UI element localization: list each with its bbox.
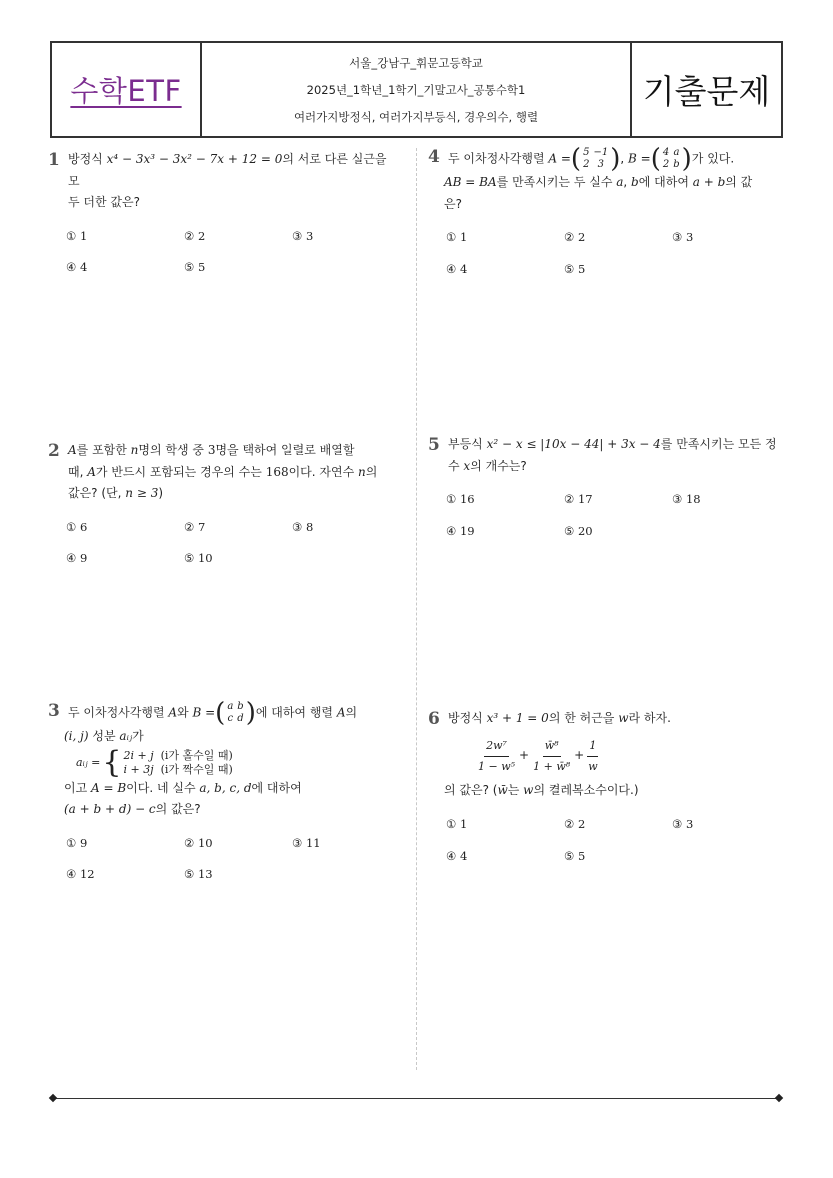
answer-choices — [48, 833, 398, 885]
choice-2[interactable]: ② 2 — [184, 228, 206, 243]
choice-5[interactable]: ⑤ 10 — [184, 551, 213, 566]
matrix-b: ( 4 a 2 b ) — [650, 144, 692, 174]
problem-1 — [48, 149, 398, 278]
choice-3[interactable]: ③ 8 — [292, 519, 314, 534]
choice-2[interactable]: ② 10 — [184, 835, 213, 850]
choice-2[interactable]: ② 17 — [564, 492, 593, 507]
choice-2[interactable]: ② 7 — [184, 519, 206, 534]
matrix-b: ( a b c d ) — [215, 698, 256, 728]
choice-3[interactable]: ③ 3 — [672, 816, 694, 831]
problem-text-cont: (i, j) 성분 aᵢⱼ가 — [64, 729, 144, 743]
choice-3[interactable]: ③ 11 — [292, 835, 321, 850]
brand-logo: 수학ETF — [70, 74, 182, 108]
problem-6 — [428, 708, 778, 866]
brand-box — [52, 43, 202, 136]
choice-3[interactable]: ③ 18 — [672, 492, 701, 507]
problem-3 — [48, 700, 398, 885]
piecewise-definition: aᵢⱼ = { 2i + j (i가 홀수일 때) i + 3j (i가 짝수일 때) — [76, 744, 233, 780]
page-title: 기출문제 — [642, 72, 771, 111]
problem-text-cont: 의 값은? (w̄는 w의 켤레복소수이다.) — [444, 783, 639, 798]
choice-1[interactable]: ① 6 — [66, 519, 88, 534]
exam-name: 2025년_1학년_1학기_기말고사_공통수학1 — [306, 82, 526, 97]
choice-2[interactable]: ② 2 — [564, 816, 586, 831]
choice-3[interactable]: ③ 3 — [672, 230, 694, 245]
problem-number: 6 — [428, 709, 440, 729]
choice-1[interactable]: ① 1 — [446, 816, 468, 831]
choice-1[interactable]: ① 9 — [66, 835, 88, 850]
problem-text: 두 이차정사각행렬 A와 B = ( a b c d ) 에 대하여 행렬 A의 — [68, 698, 358, 728]
diamond-right-icon — [775, 1094, 783, 1102]
footer-rule — [52, 1098, 780, 1099]
choice-5[interactable]: ⑤ 20 — [564, 523, 593, 538]
answer-choices — [48, 517, 398, 569]
problem-text: 방정식 x³ + 1 = 0의 한 허근을 w라 하자. — [448, 711, 671, 725]
problem-2 — [48, 440, 398, 569]
column-divider — [416, 148, 417, 1070]
choice-1[interactable]: ① 16 — [446, 492, 475, 507]
choice-1[interactable]: ① 1 — [66, 228, 88, 243]
problem-number: 3 — [48, 701, 60, 721]
choice-2[interactable]: ② 2 — [564, 230, 586, 245]
diamond-left-icon — [49, 1094, 57, 1102]
answer-choices — [428, 227, 778, 279]
problem-text: 부등식 x² − x ≤ |10x − 44| + 3x − 4를 만족시키는 모든 정 수 x의 개수는? — [448, 437, 777, 473]
answer-choices — [428, 814, 778, 866]
problem-text: 방정식 x⁴ − 3x³ − 3x² − 7x + 12 = 0의 서로 다른 실근을 모 두 더한 값은? — [68, 152, 387, 210]
problem-5 — [428, 434, 778, 542]
fraction-expression: $\frac{\text{2w⁷}}{\text{1 − w⁵}}$ + $\frac{\text{w̄⁸}}{\text{1 + w̄⁸}}$ + $\frac{1}{w}$ — [428, 736, 778, 777]
school-name: 서울_강남구_휘문고등학교 — [349, 55, 483, 70]
choice-4[interactable]: ④ 19 — [446, 523, 475, 538]
choice-5[interactable]: ⑤ 5 — [564, 261, 586, 276]
problem-text: A를 포함한 n명의 학생 중 3명을 택하여 일렬로 배열할 때, A가 반드시 포함되는 경우의 수는 168이다. 자연수 n의 값은? (단, n ≥ 3) — [68, 443, 378, 501]
choice-4[interactable]: ④ 12 — [66, 867, 95, 882]
answer-choices — [48, 226, 398, 278]
problem-text-cont: 이고 A = B이다. 네 실수 a, b, c, d에 대하여 (a + b + d) − c의 값은? — [64, 780, 302, 817]
problem-number: 4 — [428, 147, 440, 167]
exam-header — [50, 41, 783, 138]
choice-3[interactable]: ③ 3 — [292, 228, 314, 243]
answer-choices — [428, 489, 778, 541]
problem-number: 5 — [428, 435, 440, 455]
choice-5[interactable]: ⑤ 13 — [184, 867, 213, 882]
exam-info — [202, 43, 632, 136]
problem-text: 두 이차정사각행렬 A = ( 5 −1 2 3 ) , B = ( 4 a 2 b ) 가 있다. — [448, 144, 735, 174]
matrix-a: ( 5 −1 2 3 ) — [570, 144, 621, 174]
choice-5[interactable]: ⑤ 5 — [184, 260, 206, 275]
choice-4[interactable]: ④ 9 — [66, 551, 88, 566]
problem-text-cont: AB = BA를 만족시키는 두 실수 a, b에 대하여 a + b의 값 은? — [444, 175, 753, 211]
problem-4 — [428, 146, 778, 280]
choice-5[interactable]: ⑤ 5 — [564, 848, 586, 863]
problem-number: 1 — [48, 150, 60, 170]
choice-4[interactable]: ④ 4 — [446, 261, 468, 276]
problem-number: 2 — [48, 441, 60, 461]
exam-topics: 여러가지방정식, 여러가지부등식, 경우의수, 행렬 — [293, 109, 539, 124]
choice-4[interactable]: ④ 4 — [446, 848, 468, 863]
choice-4[interactable]: ④ 4 — [66, 260, 88, 275]
choice-1[interactable]: ① 1 — [446, 230, 468, 245]
